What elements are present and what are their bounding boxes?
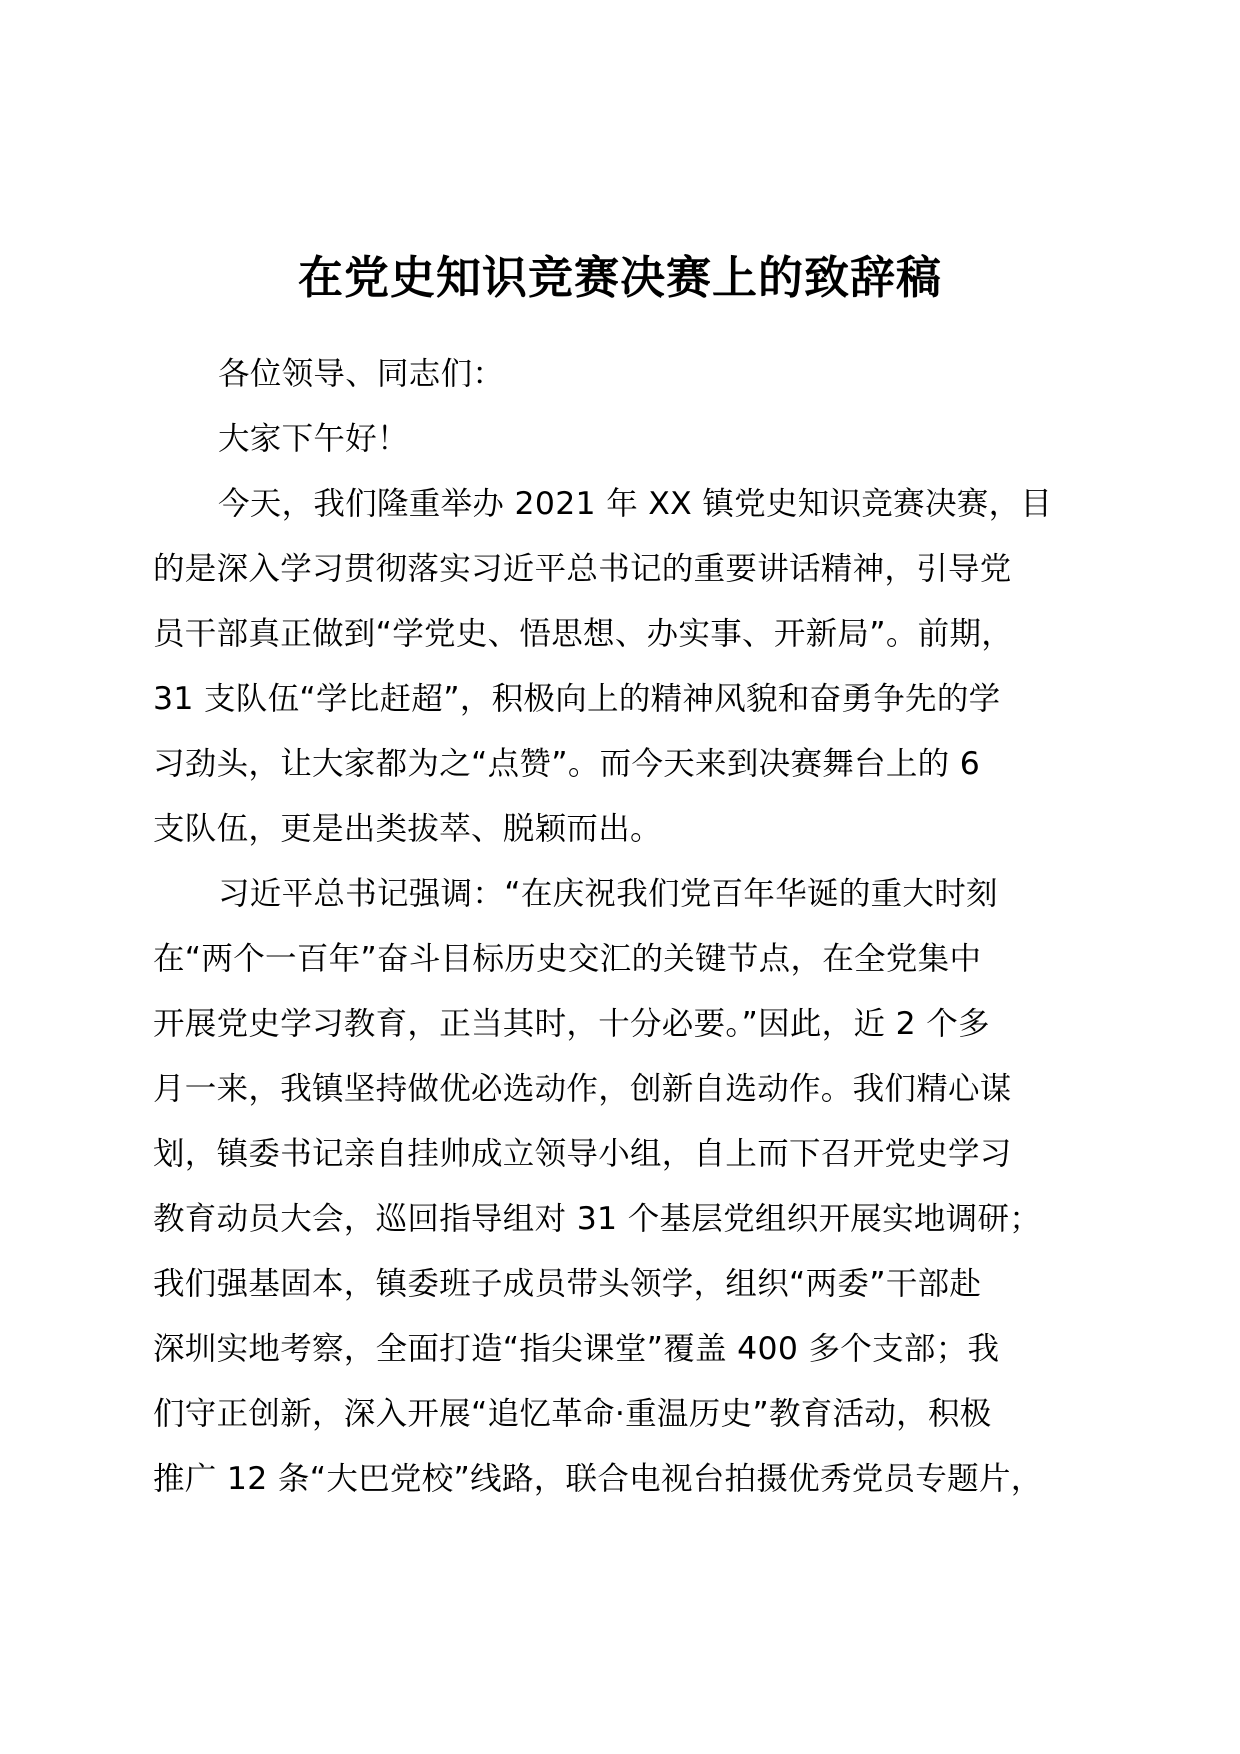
salutation-line: 各位领导、同志们： bbox=[218, 356, 505, 392]
paragraph-2-line-10: 推广 12 条“大巴党校”线路，联合电视台拍摄优秀党员专题片， bbox=[153, 1461, 1043, 1497]
document-title: 在党史知识竞赛决赛上的致辞稿 bbox=[297, 251, 942, 304]
greeting-line: 大家下午好！ bbox=[218, 421, 409, 457]
paragraph-1-line-1: 今天，我们隆重举办 2021 年 XX 镇党史知识竞赛决赛，目 bbox=[218, 486, 1053, 522]
paragraph-1-line-5: 习劲头，让大家都为之“点赞”。而今天来到决赛舞台上的 6 bbox=[153, 746, 981, 782]
paragraph-2-line-2: 在“两个一百年”奋斗目标历史交汇的关键节点，在全党集中 bbox=[153, 941, 982, 977]
paragraph-2-line-6: 教育动员大会，巡回指导组对 31 个基层党组织开展实地调研； bbox=[153, 1201, 1042, 1237]
paragraph-1-line-6: 支队伍，更是出类拔萃、脱颖而出。 bbox=[153, 811, 662, 847]
paragraph-1-line-2: 的是深入学习贯彻落实习近平总书记的重要讲话精神，引导党 bbox=[153, 551, 1012, 587]
paragraph-2-line-1: 习近平总书记强调：“在庆祝我们党百年华诞的重大时刻 bbox=[218, 876, 998, 912]
paragraph-2-line-8: 深圳实地考察，全面打造“指尖课堂”覆盖 400 多个支部；我 bbox=[153, 1331, 1000, 1367]
paragraph-2-line-7: 我们强基固本，镇委班子成员带头领学，组织“两委”干部赴 bbox=[153, 1266, 982, 1302]
paragraph-1-line-4: 31 支队伍“学比赶超”，积极向上的精神风貌和奋勇争先的学 bbox=[153, 681, 1001, 717]
paragraph-1-line-3: 员干部真正做到“学党史、悟思想、办实事、开新局”。前期， bbox=[153, 616, 1014, 652]
paragraph-2-line-5: 划，镇委书记亲自挂帅成立领导小组，自上而下召开党史学习 bbox=[153, 1136, 1012, 1172]
paragraph-2-line-4: 月一来，我镇坚持做优必选动作，创新自选动作。我们精心谋 bbox=[153, 1071, 1012, 1107]
paragraph-2-line-9: 们守正创新，深入开展“追忆革命·重温历史”教育活动，积极 bbox=[153, 1396, 992, 1432]
paragraph-2-line-3: 开展党史学习教育，正当其时，十分必要。”因此，近 2 个多 bbox=[153, 1006, 990, 1042]
